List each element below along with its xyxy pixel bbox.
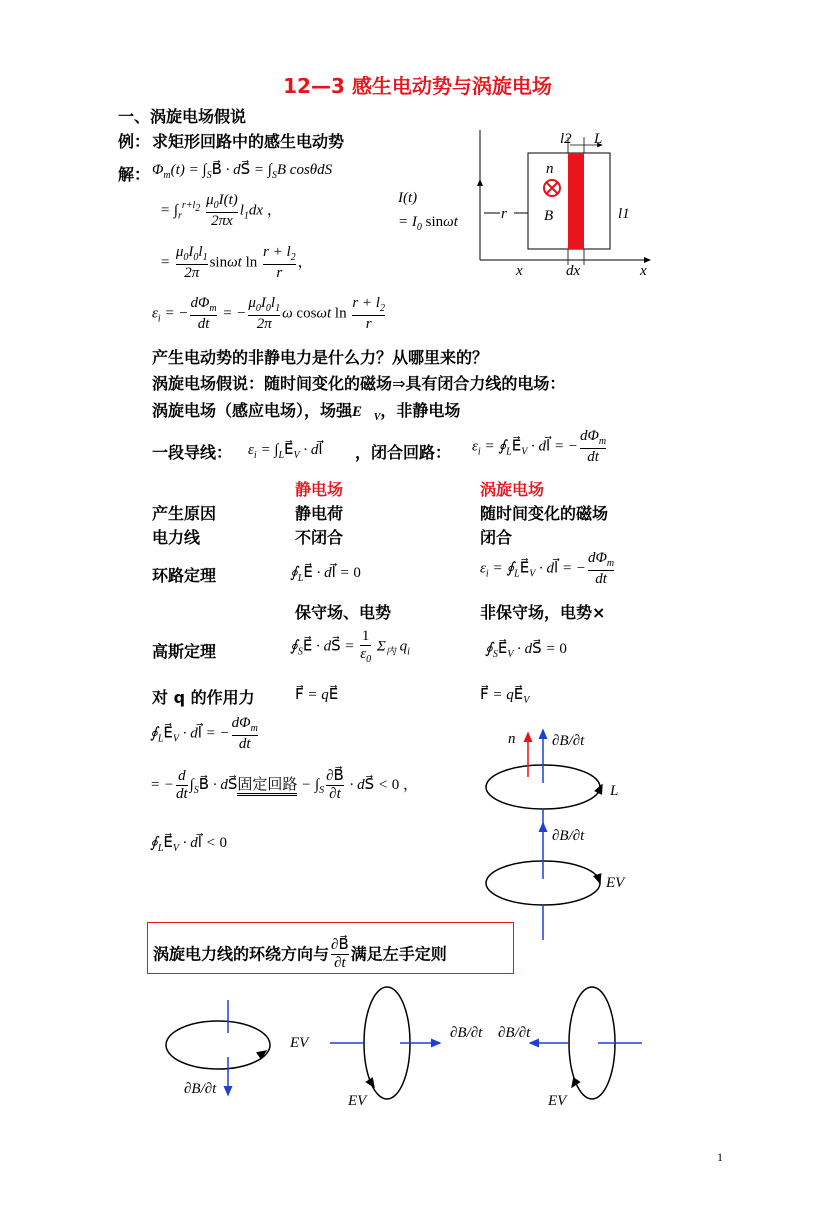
integral-formula: = $\int_r^{r+l_2}$ $\frac{\mu_0I(t)}{2\pi x}$ $l_1dx$ ， (160, 192, 282, 229)
gauss-static-formula: $∮_SE⃗$ · dS⃗ = $\frac{1}{\varepsilon_0}$ $\Sigma_内$ $q_i$ (290, 628, 410, 666)
label-x1: x (516, 263, 523, 279)
segment-label: 一段导线： (152, 443, 233, 462)
current-value: = $I_0$ sinωt (398, 214, 458, 233)
row-vortex-formula: $\varepsilon_i$ = $∮_LE⃗_V$ · dl⃗ = − $\frac{d\Phi_m}{dt}$ (480, 550, 615, 587)
row-vortex: 闭合 (480, 528, 513, 547)
label-r: r (501, 206, 507, 222)
gauss-vortex-formula: $∮_SE⃗_V$ · dS⃗ = 0 (485, 641, 567, 660)
closed-loop-formula: $\varepsilon_i$ = $∮_LE⃗_V$ · dl⃗ = − $\frac{d\Phi_m}{dt}$ (472, 428, 607, 465)
row-label: 电力线 (152, 528, 201, 547)
bottom-dbdt-3: ∂B/∂t (498, 1025, 531, 1041)
page-number: 1 (717, 1150, 723, 1164)
segment-formula: $\varepsilon_i$ = $\int_LE⃗_V$ · dl⃗ (248, 442, 323, 461)
rule-text: 涡旋电力线的环绕方向与 $\frac{\partial B⃗}{\partial t}$ 满足左手定则 (153, 937, 447, 972)
row-label: 环路定理 (152, 566, 217, 585)
emf-formula: $\varepsilon_i$ = − $\frac{d\Phi_m}{dt}$ = − $\frac{\mu_0I_0l_1}{2\pi}$ ω cosωt ln $\frac{r + l_2}{r}$ (152, 295, 385, 332)
row-static: 不闭合 (295, 528, 344, 547)
label-L: L (594, 131, 603, 147)
rect-loop-figure (470, 125, 660, 280)
force-vortex: F⃗ = $qE⃗_V$ (480, 687, 530, 706)
col-vortex: 涡旋电场 (480, 480, 545, 499)
bottom-dbdt-2: ∂B/∂t (450, 1025, 483, 1041)
ring-figure (470, 705, 640, 945)
bottom-dbdt-1: ∂B/∂t (184, 1081, 217, 1097)
question-1: 产生电动势的非静电力是什么力？从哪里来的？ (152, 348, 489, 367)
flux-formula: $\Phi_m(t)$ = $\int_SB⃗$ · dS⃗ = $\int_SB$ cosθdS (152, 162, 333, 181)
ring-dbdt: ∂B/∂t (552, 733, 585, 749)
row-label: 产生原因 (152, 504, 217, 523)
example-label: 例： (118, 132, 151, 151)
bottom-ev-3: EV (548, 1093, 567, 1109)
bottom-ev-2: EV (348, 1093, 367, 1109)
ring-EV: EV (606, 875, 625, 891)
label-B: B (544, 208, 554, 224)
label-n: n (546, 161, 554, 177)
row-label: 高斯定理 (152, 642, 217, 661)
solution-label: 解： (118, 165, 151, 184)
label-l1: l1 (618, 206, 630, 222)
ellipse-1 (166, 1021, 270, 1069)
row-label: 对 q 的作用力 (152, 688, 255, 707)
page-title: 12—3 感生电动势与涡旋电场 (283, 74, 552, 98)
row-static: 静电荷 (295, 504, 344, 523)
dx-strip (568, 153, 584, 249)
row-static-formula: $∮_LE⃗$ · dl⃗ = 0 (290, 565, 361, 584)
bottom-figures (160, 985, 660, 1125)
row-vortex: 非保守场，电势× (480, 603, 606, 622)
lower-line-1: $∮_LE⃗_V$ · dl⃗ = − $\frac{d\Phi_m}{dt}$ (150, 715, 258, 752)
bottom-ev-1: EV (290, 1035, 309, 1051)
label-dx: dx (566, 263, 581, 279)
ring-dbdt-2: ∂B/∂t (552, 828, 585, 844)
ring-n: n (508, 731, 516, 747)
example-text: 求矩形回路中的感生电动势 (152, 132, 345, 151)
closed-loop-label: ，闭合回路： (355, 443, 452, 462)
force-static: F⃗ = qE⃗ (295, 687, 339, 703)
col-static: 静电场 (295, 480, 344, 499)
row-vortex: 随时间变化的磁场 (480, 504, 609, 523)
lower-line-3: $∮_LE⃗_V$ · dl⃗ < 0 (150, 835, 228, 854)
label-x2: x (640, 263, 647, 279)
question-3: 涡旋电场（感应电场），场强$E⃗_V$，非静电场 (152, 401, 461, 423)
question-2: 涡旋电场假说：随时间变化的磁场⇒具有闭合力线的电场： (152, 374, 566, 393)
ring-L: L (610, 783, 619, 799)
current-label: I(t) (398, 190, 418, 206)
section-heading: 一、涡旋电场假说 (118, 107, 247, 126)
lower-line-2: = − $\frac{d}{dt}$ $\int_SB⃗$ · dS⃗固定回路 − $\int_S$ $\frac{\partial B⃗}{\partial t}$ · dS⃗ < 0 ， (150, 768, 418, 803)
label-l2: l2 (560, 131, 572, 147)
result-formula: = $\frac{\mu_0I_0l_1}{2\pi}$ sinωt ln $\frac{r + l_2}{r}$ ， (160, 244, 313, 281)
row-static: 保守场、电势 (295, 603, 392, 622)
